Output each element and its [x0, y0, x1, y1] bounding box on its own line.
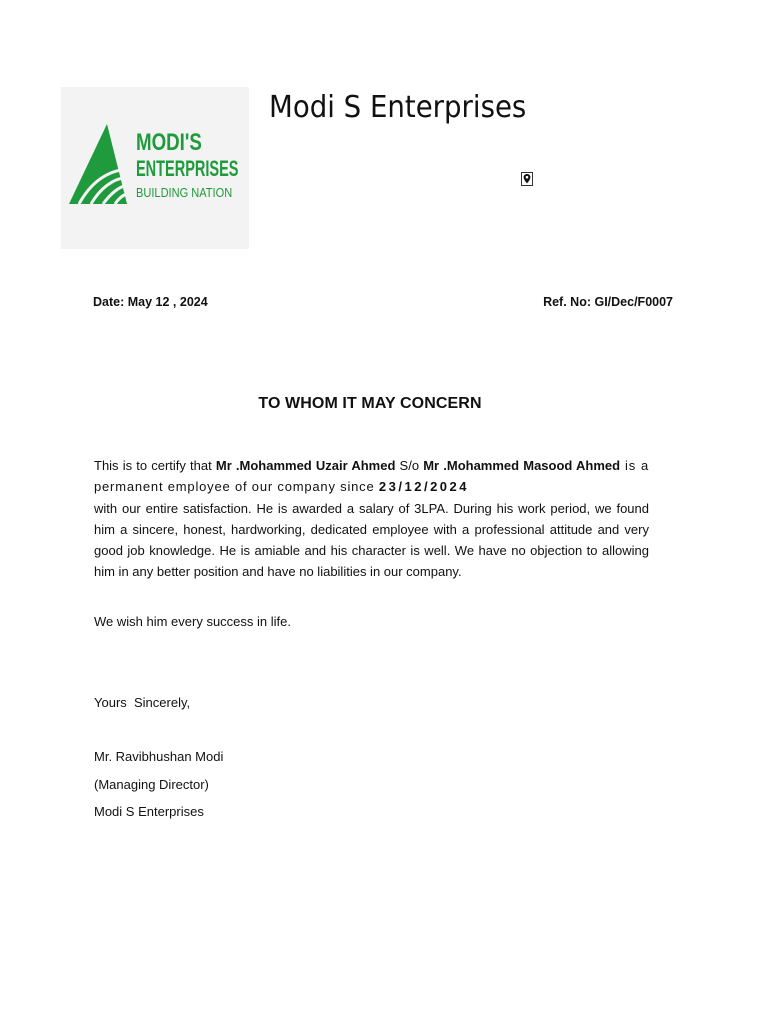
company-logo	[61, 87, 249, 249]
signatory-name: Mr. Ravibhushan Modi	[94, 749, 224, 764]
body-intro: This is to certify that	[94, 458, 216, 473]
employee-name: Mr .Mohammed Uzair Ahmed	[215, 458, 396, 473]
logo-line-3: BUILDING NATION	[136, 185, 233, 200]
wish-line: We wish him every success in life.	[94, 614, 291, 629]
employment-since-date: 23/12/2024	[378, 479, 469, 495]
ref-value: GI/Dec/F0007	[594, 295, 673, 309]
date-label: Date:	[93, 295, 125, 309]
logo-line-1: MODI'S	[136, 129, 202, 156]
company-title: Modi S Enterprises	[269, 90, 527, 125]
body-employment: is a permanent employee of our company since	[94, 458, 649, 495]
letter-heading: TO WHOM IT MAY CONCERN	[258, 395, 482, 412]
date-value: May 12 , 2024	[127, 295, 208, 309]
signatory-role: (Managing Director)	[94, 777, 209, 792]
logo-line-2: ENTERPRISES	[136, 156, 239, 181]
father-name: Mr .Mohammed Masood Ahmed	[423, 458, 621, 473]
letter-body-paragraph	[94, 455, 649, 583]
ref-label: Ref. No:	[543, 295, 591, 309]
closing-line: Yours Sincerely,	[94, 695, 191, 710]
body-relation: S/o	[395, 458, 424, 473]
map-pin-icon	[521, 172, 533, 186]
letter-date	[93, 295, 208, 309]
reference-number	[543, 295, 673, 309]
signatory-company: Modi S Enterprises	[94, 804, 204, 819]
body-details: with our entire satisfaction. He is awarded a salary of 3LPA. During his work period, we found him a sincere, honest, hardworking, dedicated employee with a professional attitude and very good job knowledge. He is amiable and his character is well. We have no objection to allowing him in any better position and have no liabilities in our company.	[94, 500, 649, 580]
logo-wordmark	[136, 131, 291, 199]
